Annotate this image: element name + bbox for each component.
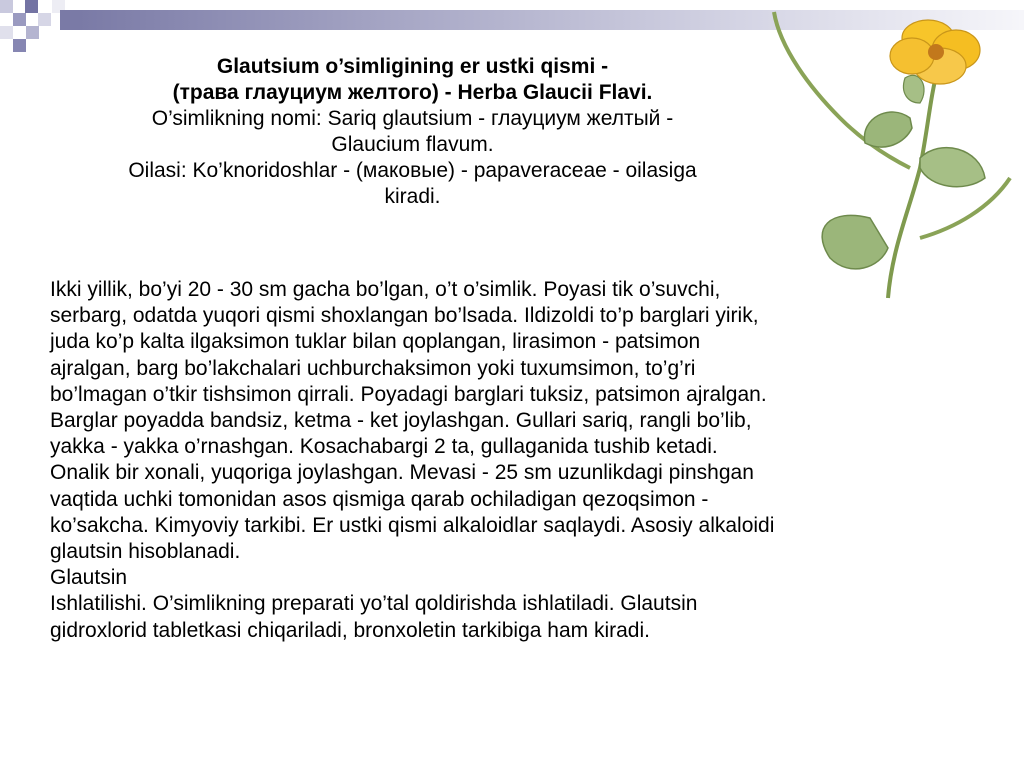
description-line: yakka - yakka o’rnashgan. Kosachabargi 2 ta, gullaganida tushib ketadi. <box>50 435 718 459</box>
usage-line: Ishlatilishi. O’simlikning preparati yo’tal qoldirishda ishlatiladi. Glautsin <box>50 592 698 616</box>
description-line: Onalik bir xonali, yuqoriga joylashgan. Mevasi - 25 sm uzunlikdagi pinshgan <box>50 461 754 485</box>
usage-line: gidroxlorid tabletkasi chiqariladi, bronxoletin tarkibiga ham kiradi. <box>50 618 650 642</box>
family-line: Oilasi: Ko’knoridoshlar - (маковые) - papaveraceae - oilasiga <box>128 159 697 182</box>
latin-name-line: Glaucium flavum. <box>331 133 494 156</box>
family-line-end: kiradi. <box>384 185 441 208</box>
description-line: Barglar poyadda bandsiz, ketma - ket joylashgan. Gullari sariq, rangli bo’lib, <box>50 409 752 433</box>
description-line: vaqtida uchki tomonidan asos qismiga qarab ochiladigan qezoqsimon - <box>50 487 709 511</box>
description-line: glautsin hisoblanadi. <box>50 540 241 564</box>
title-line-2: (трава глауциум желтого) - Herba Glaucii Flavi. <box>172 81 653 104</box>
description-line: ko’sakcha. Kimyoviy tarkibi. Er ustki qismi alkaloidlar saqlaydi. Asosiy alkaloidi <box>50 513 775 537</box>
title-block <box>40 54 785 210</box>
title-line-1: Glautsium o’simligining er ustki qismi - <box>216 55 609 78</box>
description-line: Ikki yillik, bo’yi 20 - 30 sm gacha bo’lgan, o’t o’simlik. Poyasi tik o’suvchi, <box>50 278 721 301</box>
description-line: bo’lmagan o’tkir tishsimon qirrali. Poyadagi barglari tuksiz, patsimon ajralgan. <box>50 382 767 406</box>
glaucium-flower-illustration <box>770 8 1024 300</box>
plant-name-line: O’simlikning nomi: Sariq glautsium - глауциум желтый - <box>151 107 674 130</box>
decorative-squares <box>0 0 80 60</box>
description-line: juda ko’p kalta ilgaksimon tuklar bilan qoplangan, lirasimon - patsimon <box>50 330 701 354</box>
description-line: serbarg, odatda yuqori qismi shoxlangan bo’lsada. Ildizoldi to’p barglari yirik, <box>50 304 759 328</box>
description-line: ajralgan, barg bo’lakchalari uchburchaksimon yoki tuxumsimon, to’g’ri <box>50 356 696 380</box>
description-text <box>50 277 980 644</box>
section-label-glautsin: Glautsin <box>50 566 128 590</box>
